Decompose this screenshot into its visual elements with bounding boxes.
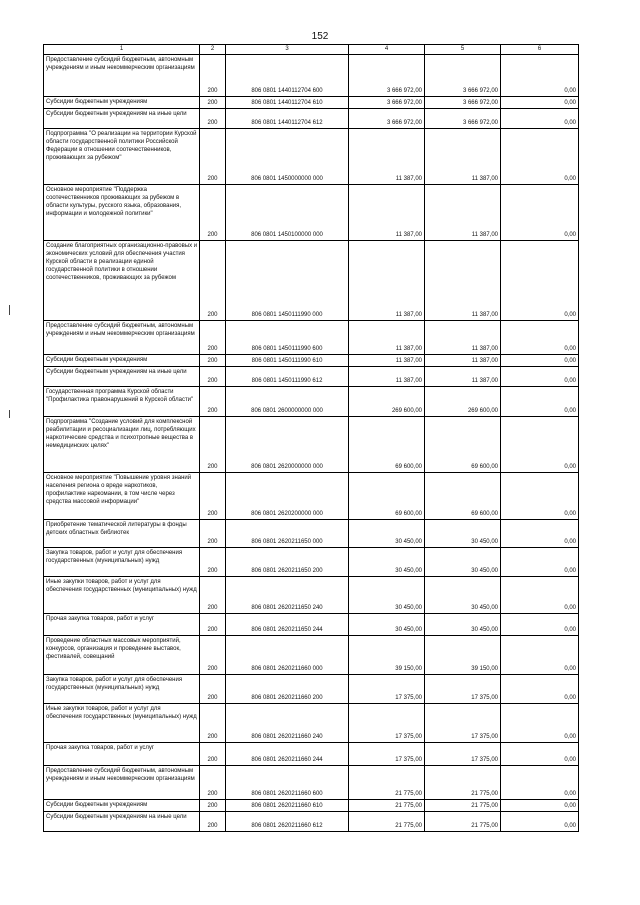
row-kbk: 806 0801 2620211660 612	[226, 812, 349, 832]
column-header: 2	[200, 45, 226, 55]
row-kbk: 806 0801 2620211660 610	[226, 800, 349, 812]
row-label: Предоставление субсидий бюджетным, автономным учреждениям и иным некоммерческим организациям	[44, 321, 200, 355]
row-kbk: 806 0801 2620211660 244	[226, 743, 349, 766]
row-value-col4: 3 666 972,00	[349, 97, 425, 109]
table-row	[44, 97, 579, 109]
row-value-col4: 30 450,00	[349, 614, 425, 636]
row-label: Субсидии бюджетным учреждениям на иные цели	[44, 367, 200, 387]
table-row	[44, 473, 579, 520]
margin-mark	[9, 305, 10, 315]
row-label: Закупка товаров, работ и услуг для обеспечения государственных (муниципальных) нужд	[44, 675, 200, 704]
row-kbk: 806 0801 1450111990 000	[226, 241, 349, 321]
row-value-col4: 17 375,00	[349, 704, 425, 743]
row-value-col4: 30 450,00	[349, 520, 425, 548]
row-value-col5: 11 387,00	[425, 129, 501, 185]
table-row	[44, 614, 579, 636]
row-value-col5: 39 150,00	[425, 636, 501, 675]
row-value-col6: 0,00	[501, 129, 579, 185]
row-kbk: 806 0801 2620211660 000	[226, 636, 349, 675]
row-label: Субсидии бюджетным учреждениям	[44, 97, 200, 109]
row-value-col5: 30 450,00	[425, 548, 501, 577]
budget-table	[43, 44, 579, 832]
row-value-col6: 0,00	[501, 367, 579, 387]
row-label: Иные закупки товаров, работ и услуг для обеспечения государственных (муниципальных) нужд	[44, 577, 200, 614]
row-value-col6: 0,00	[501, 704, 579, 743]
row-value-col5: 269 600,00	[425, 387, 501, 417]
table-row	[44, 55, 579, 97]
row-value-col6: 0,00	[501, 548, 579, 577]
row-value-col6: 0,00	[501, 55, 579, 97]
row-value-col4: 21 775,00	[349, 812, 425, 832]
row-value-col4: 3 666 972,00	[349, 55, 425, 97]
row-code: 200	[200, 355, 226, 367]
row-label: Закупка товаров, работ и услуг для обеспечения государственных (муниципальных) нужд	[44, 548, 200, 577]
table-row	[44, 548, 579, 577]
row-value-col5: 3 666 972,00	[425, 109, 501, 129]
row-kbk: 806 0801 2620211660 200	[226, 675, 349, 704]
row-code: 200	[200, 812, 226, 832]
row-value-col5: 3 666 972,00	[425, 55, 501, 97]
row-label: Субсидии бюджетным учреждениям	[44, 800, 200, 812]
row-value-col5: 30 450,00	[425, 520, 501, 548]
row-value-col5: 11 387,00	[425, 355, 501, 367]
row-label: Субсидии бюджетным учреждениям	[44, 355, 200, 367]
row-code: 200	[200, 743, 226, 766]
row-value-col6: 0,00	[501, 800, 579, 812]
row-kbk: 806 0801 1450000000 000	[226, 129, 349, 185]
row-value-col4: 11 387,00	[349, 321, 425, 355]
row-value-col6: 0,00	[501, 473, 579, 520]
column-header: 5	[425, 45, 501, 55]
row-code: 200	[200, 109, 226, 129]
row-value-col5: 21 775,00	[425, 766, 501, 800]
row-value-col4: 69 600,00	[349, 417, 425, 473]
row-kbk: 806 0801 1450111990 600	[226, 321, 349, 355]
row-code: 200	[200, 675, 226, 704]
row-kbk: 806 0801 2620211650 240	[226, 577, 349, 614]
row-label: Государственная программа Курской области "Профилактика правонарушений в Курской области"	[44, 387, 200, 417]
row-label: Основное мероприятие "Поддержка соотечественников проживающих за рубежом в области культуры, русского языка, образования, информации и молодежной политики"	[44, 185, 200, 241]
row-value-col4: 11 387,00	[349, 129, 425, 185]
row-kbk: 806 0801 2620211650 000	[226, 520, 349, 548]
row-value-col6: 0,00	[501, 109, 579, 129]
row-value-col6: 0,00	[501, 636, 579, 675]
row-value-col6: 0,00	[501, 97, 579, 109]
row-code: 200	[200, 387, 226, 417]
table-row	[44, 800, 579, 812]
row-value-col5: 17 375,00	[425, 675, 501, 704]
row-label: Предоставление субсидий бюджетным, автономным учреждениям и иным некоммерческим организациям	[44, 55, 200, 97]
row-label: Предоставление субсидий бюджетным, автономным учреждениям и иным некоммерческим организациям	[44, 766, 200, 800]
column-header: 4	[349, 45, 425, 55]
row-kbk: 806 0801 1450111990 612	[226, 367, 349, 387]
row-value-col6: 0,00	[501, 520, 579, 548]
row-label: Прочая закупка товаров, работ и услуг	[44, 614, 200, 636]
row-value-col5: 11 387,00	[425, 185, 501, 241]
row-label: Прочая закупка товаров, работ и услуг	[44, 743, 200, 766]
row-value-col5: 69 600,00	[425, 473, 501, 520]
row-kbk: 806 0801 2620211660 600	[226, 766, 349, 800]
row-kbk: 806 0801 1450111990 610	[226, 355, 349, 367]
row-value-col5: 30 450,00	[425, 614, 501, 636]
table-row	[44, 129, 579, 185]
row-label: Основное мероприятие "Повышение уровня знаний населения региона о вреде наркотиков, профилактике наркомании, в том числе через средства массовой информации"	[44, 473, 200, 520]
row-value-col6: 0,00	[501, 577, 579, 614]
row-value-col6: 0,00	[501, 812, 579, 832]
row-code: 200	[200, 473, 226, 520]
row-value-col6: 0,00	[501, 321, 579, 355]
row-value-col4: 17 375,00	[349, 743, 425, 766]
row-kbk: 806 0801 1440112704 612	[226, 109, 349, 129]
table-row	[44, 743, 579, 766]
row-code: 200	[200, 614, 226, 636]
table-row	[44, 704, 579, 743]
row-value-col6: 0,00	[501, 766, 579, 800]
table-row	[44, 367, 579, 387]
row-code: 200	[200, 636, 226, 675]
row-value-col6: 0,00	[501, 675, 579, 704]
table-row	[44, 417, 579, 473]
row-value-col4: 30 450,00	[349, 577, 425, 614]
row-value-col6: 0,00	[501, 743, 579, 766]
row-value-col4: 17 375,00	[349, 675, 425, 704]
row-code: 200	[200, 520, 226, 548]
row-label: Субсидии бюджетным учреждениям на иные цели	[44, 812, 200, 832]
table-row	[44, 675, 579, 704]
row-value-col6: 0,00	[501, 355, 579, 367]
row-value-col5: 17 375,00	[425, 704, 501, 743]
page-number: 152	[311, 31, 329, 42]
table-row	[44, 812, 579, 832]
row-code: 200	[200, 417, 226, 473]
table-row	[44, 241, 579, 321]
row-value-col4: 21 775,00	[349, 766, 425, 800]
table-row	[44, 109, 579, 129]
row-value-col6: 0,00	[501, 387, 579, 417]
row-code: 200	[200, 97, 226, 109]
row-value-col5: 11 387,00	[425, 367, 501, 387]
row-value-col5: 17 375,00	[425, 743, 501, 766]
table-row	[44, 321, 579, 355]
row-value-col4: 269 600,00	[349, 387, 425, 417]
row-value-col5: 30 450,00	[425, 577, 501, 614]
table-row	[44, 766, 579, 800]
row-label: Подпрограмма "Создание условий для комплексной реабилитации и ресоциализации лиц, потребляющих наркотические средства и психотропные вещества в немедицинских целях"	[44, 417, 200, 473]
row-value-col4: 30 450,00	[349, 548, 425, 577]
row-label: Иные закупки товаров, работ и услуг для обеспечения государственных (муниципальных) нужд	[44, 704, 200, 743]
table-row	[44, 355, 579, 367]
row-value-col5: 11 387,00	[425, 321, 501, 355]
row-code: 200	[200, 55, 226, 97]
row-label: Проведение областных массовых мероприятий, конкурсов, организация и проведение выставок, фестивалей, совещаний	[44, 636, 200, 675]
row-kbk: 806 0801 1450100000 000	[226, 185, 349, 241]
row-code: 200	[200, 577, 226, 614]
row-kbk: 806 0801 1440112704 600	[226, 55, 349, 97]
row-value-col6: 0,00	[501, 614, 579, 636]
column-header: 3	[226, 45, 349, 55]
row-kbk: 806 0801 1440112704 610	[226, 97, 349, 109]
row-value-col5: 21 775,00	[425, 800, 501, 812]
row-value-col4: 11 387,00	[349, 367, 425, 387]
row-value-col6: 0,00	[501, 417, 579, 473]
row-kbk: 806 0801 2600000000 000	[226, 387, 349, 417]
row-value-col4: 3 666 972,00	[349, 109, 425, 129]
table-row	[44, 387, 579, 417]
row-value-col4: 21 775,00	[349, 800, 425, 812]
row-label: Субсидии бюджетным учреждениям на иные цели	[44, 109, 200, 129]
row-code: 200	[200, 367, 226, 387]
table-header-row	[44, 45, 579, 55]
margin-mark	[9, 410, 10, 418]
row-value-col4: 11 387,00	[349, 185, 425, 241]
row-value-col5: 21 775,00	[425, 812, 501, 832]
row-kbk: 806 0801 2620200000 000	[226, 473, 349, 520]
row-code: 200	[200, 129, 226, 185]
row-value-col4: 11 387,00	[349, 355, 425, 367]
row-code: 200	[200, 185, 226, 241]
row-kbk: 806 0801 2620211660 240	[226, 704, 349, 743]
row-label: Подпрограмма "О реализации на территории Курской области государственной политики Российской Федерации в отношении соотечественников, проживающих за рубежом"	[44, 129, 200, 185]
row-kbk: 806 0801 2620211650 244	[226, 614, 349, 636]
column-header: 6	[501, 45, 579, 55]
row-label: Создание благоприятных организационно-правовых и экономических условий для обеспечения участия Курской области в реализации единой государственной политики в отношении соотечественников, проживающих за рубежом	[44, 241, 200, 321]
row-value-col5: 3 666 972,00	[425, 97, 501, 109]
row-value-col6: 0,00	[501, 241, 579, 321]
row-value-col6: 0,00	[501, 185, 579, 241]
row-label: Приобретение тематической литературы в фонды детских областных библиотек	[44, 520, 200, 548]
row-kbk: 806 0801 2620211650 200	[226, 548, 349, 577]
row-value-col4: 39 150,00	[349, 636, 425, 675]
table-row	[44, 185, 579, 241]
row-code: 200	[200, 766, 226, 800]
table-row	[44, 577, 579, 614]
row-kbk: 806 0801 2620000000 000	[226, 417, 349, 473]
row-code: 200	[200, 241, 226, 321]
row-value-col4: 69 600,00	[349, 473, 425, 520]
table-row	[44, 636, 579, 675]
row-value-col5: 69 600,00	[425, 417, 501, 473]
row-code: 200	[200, 548, 226, 577]
table-row	[44, 520, 579, 548]
row-value-col5: 11 387,00	[425, 241, 501, 321]
row-code: 200	[200, 321, 226, 355]
row-code: 200	[200, 704, 226, 743]
row-value-col4: 11 387,00	[349, 241, 425, 321]
column-header: 1	[44, 45, 200, 55]
row-code: 200	[200, 800, 226, 812]
